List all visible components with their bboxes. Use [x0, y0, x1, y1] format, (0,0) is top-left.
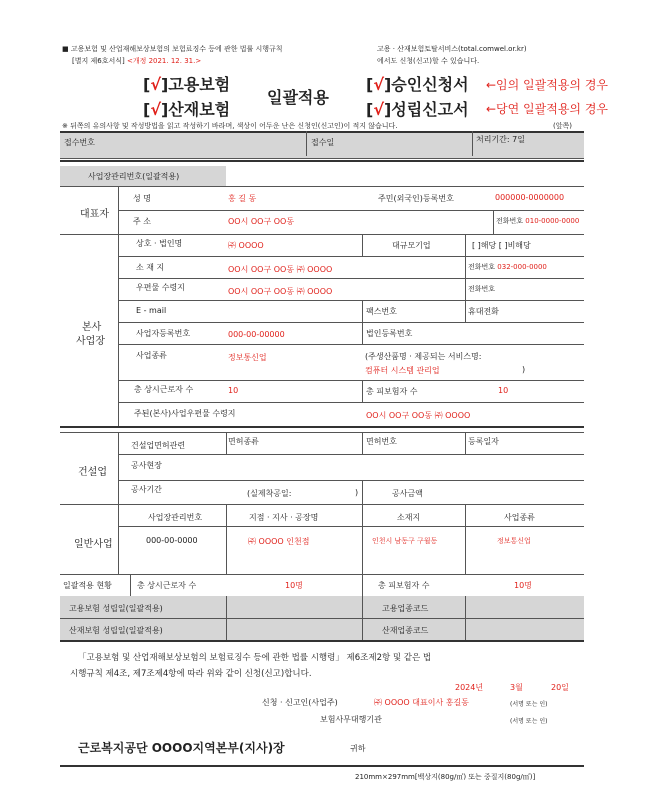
employment-label: 고용보험	[168, 75, 231, 94]
bulk-status-label: 일괄적용 현황	[63, 581, 112, 590]
checkbox-industrial[interactable]: [√]산재보험	[143, 100, 231, 119]
name-value[interactable]: 홍 길 동	[228, 194, 257, 203]
eservice-line-2: 에서도 신청(신고)할 수 있습니다.	[377, 57, 480, 65]
sign-1: (서명 또는 인)	[510, 701, 548, 708]
ind-date-label: 산재보험 성립일(일괄적용)	[69, 626, 163, 635]
head-office-section-2: 사업장	[76, 336, 105, 347]
hq-mail-value[interactable]: OO시 OO구 OO동 ㈜ OOOO	[366, 411, 471, 420]
rrn-value[interactable]: 000000-0000000	[495, 193, 565, 202]
declaration-line-1: 「고용보험 및 산업재해보상보험의 보험료징수 등에 관한 법률 시행령」 제6조제2항 및 같은 법	[78, 653, 432, 663]
applicant-label: 신청 · 신고인(사업주)	[262, 698, 338, 707]
form-no: [별지 제6호서식]	[72, 57, 125, 65]
rrn-label: 주민(외국인)등록번호	[378, 194, 454, 203]
receipt-no-label: 접수번호	[64, 138, 95, 147]
establishment-label: 성립신고서	[391, 100, 469, 119]
mail-phone-label: 전화번호	[468, 285, 496, 293]
checkbox-approval[interactable]: [√]승인신청서	[366, 75, 469, 94]
products-label: (주생산품명 · 제공되는 서비스명:	[365, 352, 482, 361]
industry-label: 사업종류	[136, 351, 167, 360]
general-location-value[interactable]: 인천시 남동구 구월동	[372, 537, 438, 545]
eservice-line-1: 고용 · 산재보험토탈서비스(total.comwel.or.kr)	[377, 45, 527, 53]
revision-note: <개정 2021. 12. 31.>	[126, 57, 202, 65]
col-branch: 지점 · 지사 · 공장명	[249, 513, 319, 522]
site-label: 공사현장	[131, 461, 162, 470]
email-label: E - mail	[136, 306, 167, 315]
processing-period: 처리기간: 7일	[476, 135, 525, 144]
bizreg-value[interactable]: 000-00-00000	[228, 330, 285, 339]
corp-label: 상호 · 법인명	[136, 239, 183, 248]
date-month[interactable]: 3월	[510, 683, 523, 692]
location-phone-value[interactable]: 032-000-0000	[497, 263, 547, 271]
applicant-value[interactable]: ㈜ OOOO 대표이사 홍길동	[374, 698, 469, 707]
address-label: 주 소	[133, 217, 151, 226]
agency-label: 보험사무대행기관	[320, 715, 382, 724]
bizreg-label: 사업자등록번호	[136, 329, 191, 338]
note-establishment: ←당연 일괄적용의 경우	[486, 102, 609, 116]
law-title: ■ 고용보험 및 산업재해보상보험의 보험료징수 등에 관한 법률 시행규칙	[62, 45, 283, 53]
license-rel-label: 건설업면허관련	[131, 441, 186, 450]
addressee: 근로복지공단 OOOO지역본부(지사)장	[78, 741, 285, 755]
paper-spec: 210mm×297mm[백상지(80g/㎡) 또는 중질지(80g/㎡)]	[355, 773, 536, 781]
declaration-line-2: 시행규칙 제4조, 제7조제4항에 따라 위와 같이 신청(신고)합니다.	[70, 669, 312, 679]
location-label: 소 재 지	[136, 263, 165, 272]
insured-label: 총 피보험자 수	[366, 387, 418, 396]
workers-label: 총 상시근로자 수	[134, 385, 194, 394]
workers-value[interactable]: 10	[228, 386, 239, 395]
business-mgmt-no-label: 사업장관리번호(일괄적용)	[88, 172, 180, 181]
date-day[interactable]: 20일	[551, 683, 569, 692]
license-type-label: 면허종류	[228, 437, 259, 446]
actual-start-close: )	[355, 488, 359, 497]
products-value[interactable]: 컴퓨터 시스템 관리업	[365, 366, 440, 375]
col-industry: 사업종류	[504, 513, 535, 522]
general-mgmt-value[interactable]: 000-00-0000	[146, 536, 198, 545]
construction-section: 건설업	[78, 467, 107, 478]
period-label: 공사기간	[131, 485, 162, 494]
bulk-workers-label: 총 상시근로자 수	[137, 581, 197, 590]
col-location: 소재지	[397, 513, 421, 522]
form-number	[72, 56, 201, 66]
name-label: 성 명	[133, 194, 151, 203]
industry-value[interactable]: 정보통신업	[228, 353, 267, 362]
general-industry-value[interactable]: 정보통신업	[497, 537, 531, 545]
license-no-label: 면허번호	[366, 437, 397, 446]
head-office-section-1: 본사	[82, 322, 102, 333]
date-year[interactable]: 2024년	[455, 683, 484, 692]
mail-place-value[interactable]: OO시 OO구 OO동 ㈜ OOOO	[228, 287, 333, 296]
fax-label: 팩스번호	[366, 307, 397, 316]
emp-code-label: 고용업종코드	[382, 604, 429, 613]
emp-date-label: 고용보험 성립일(일괄적용)	[69, 604, 163, 613]
mobile-label: 휴대전화	[468, 307, 499, 316]
large-options[interactable]: [ ]해당 [ ]비해당	[472, 241, 531, 250]
bulk-workers-value[interactable]: 10명	[285, 581, 303, 590]
reg-date-label: 등록일자	[468, 437, 499, 446]
sign-2: (서명 또는 인)	[510, 718, 548, 725]
representative-section: 대표자	[80, 209, 109, 220]
location-value[interactable]: OO시 OO구 OO동 ㈜ OOOO	[228, 265, 333, 274]
hq-mail-label: 주된(본사)사업우편물 수령지	[134, 409, 236, 418]
general-section: 일반사업	[74, 539, 113, 550]
corpreg-label: 법인등록번호	[366, 329, 413, 338]
amount-label: 공사금액	[392, 489, 423, 498]
notice: ※ 뒤쪽의 유의사항 및 작성방법을 읽고 작성하기 바라며, 색상이 어두운 난은 신청인(신고인)이 적지 않습니다.	[62, 122, 398, 130]
location-phone: 전화번호 032-000-0000	[468, 263, 547, 271]
bulk-title: 일괄적용	[267, 88, 329, 107]
col-mgmt: 사업장관리번호	[148, 513, 203, 522]
ind-code-label: 산재업종코드	[382, 626, 429, 635]
actual-start-label: (실제착공일:	[247, 489, 292, 498]
checkbox-employment[interactable]: [√]고용보험	[143, 75, 231, 94]
rep-phone: 전화번호 010-0000-0000	[496, 217, 580, 225]
general-branch-value[interactable]: ㈜ OOOO 인천점	[248, 537, 310, 546]
honorific: 귀하	[350, 744, 366, 753]
corp-value[interactable]: ㈜ OOOO	[228, 241, 264, 250]
rep-phone-value[interactable]: 010-0000-0000	[525, 217, 580, 225]
bulk-insured-value[interactable]: 10명	[514, 581, 532, 590]
mail-place-label: 우편물 수령지	[136, 283, 185, 292]
address-value[interactable]: OO시 OO구 OO동	[228, 217, 295, 226]
page-side: (앞쪽)	[553, 122, 572, 130]
note-approval: ←임의 일괄적용의 경우	[486, 78, 609, 92]
receipt-date-label: 접수일	[311, 138, 335, 147]
products-close: )	[522, 365, 526, 374]
bulk-insured-label: 총 피보험자 수	[378, 581, 430, 590]
checkbox-establishment[interactable]: [√]성립신고서	[366, 100, 469, 119]
insured-value[interactable]: 10	[498, 386, 509, 395]
large-label: 대규모기업	[392, 241, 431, 250]
approval-label: 승인신청서	[391, 75, 469, 94]
industrial-label: 산재보험	[168, 100, 231, 119]
